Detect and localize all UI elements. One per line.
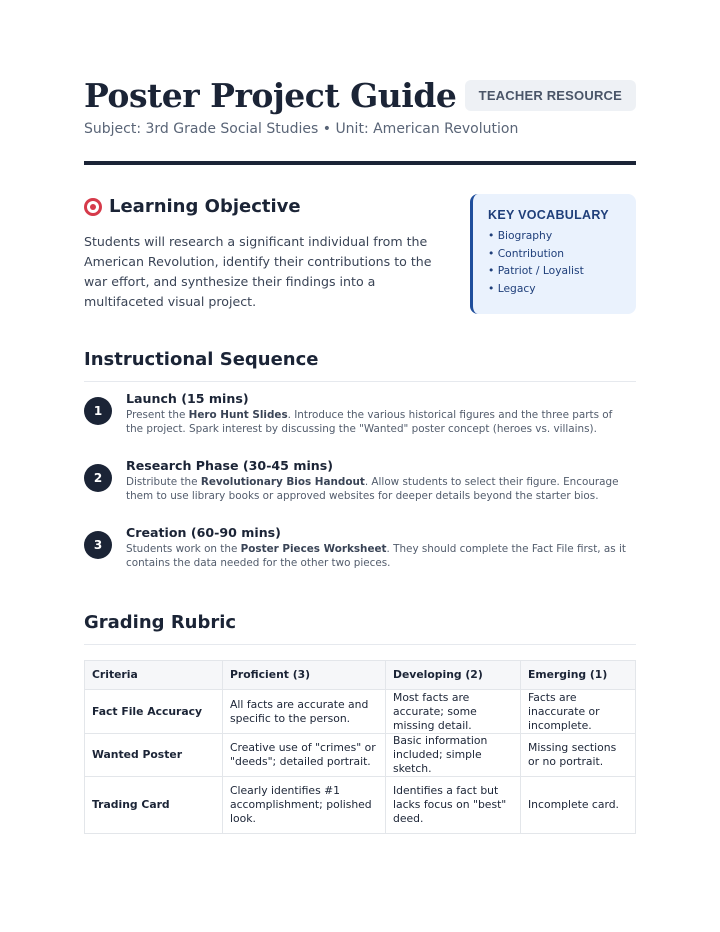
rubric-divider [84,644,636,645]
table-row [85,690,636,734]
vocabulary-item: • Biography [488,229,553,242]
key-vocabulary-box [470,194,636,314]
material-name: Poster Pieces Worksheet [240,543,387,555]
vocabulary-item: • Patriot / Loyalist [488,264,584,277]
criteria-cell: Fact File Accuracy [85,690,223,734]
step-description: Distribute the Revolutionary Bios Handout. Allow students to select their figure. Encourage them to use library books or approved websites for deeper details beyond the starter bios. [126,476,619,502]
criteria-cell: Trading Card [85,777,223,834]
resource-badge: TEACHER RESOURCE [465,80,636,111]
vocabulary-title: KEY VOCABULARY [488,208,609,222]
step-number: 3 [84,531,112,559]
column-header: Criteria [85,661,223,690]
step-title: Research Phase (30-45 mins) [126,458,333,473]
vocabulary-item: • Legacy [488,281,536,295]
table-cell: Basic information included; simple sketch. [386,734,521,777]
table-cell: Creative use of "crimes" or "deeds"; detailed portrait. [223,734,386,777]
column-header: Developing (2) [386,661,521,690]
table-row [85,777,636,834]
page-subtitle: Subject: 3rd Grade Social Studies • Unit: American Revolution [84,121,519,137]
objective-text: Students will research a significant individual from the American Revolution, identify their contributions to the war effort, and synthesize their findings into a multifaceted visual project. [84,234,432,309]
sequence-title: Instructional Sequence [84,349,319,370]
material-name: Hero Hunt Slides [188,409,288,421]
vocabulary-item: • Contribution [488,246,565,260]
table-cell: Missing sections or no portrait. [521,734,636,777]
table-cell: Most facts are accurate; some missing detail. [386,690,521,734]
sequence-divider [84,381,636,382]
grading-rubric-table [84,660,636,834]
step-description: Present the Hero Hunt Slides. Introduce the various historical figures and the three parts of the project. Spark interest by discussing the "Wanted" poster concept (heroes vs. villains). [126,409,613,435]
table-cell: Identifies a fact but lacks focus on "best" deed. [386,777,521,834]
rubric-title: Grading Rubric [84,612,237,633]
table-cell: Facts are inaccurate or incomplete. [521,690,636,734]
table-cell: All facts are accurate and specific to the person. [223,690,386,734]
column-header: Proficient (3) [223,661,386,690]
table-cell: Clearly identifies #1 accomplishment; polished look. [223,777,386,834]
step-title: Launch (15 mins) [126,391,249,406]
column-header: Emerging (1) [521,661,636,690]
step-number: 1 [84,397,112,425]
table-cell: Incomplete card. [521,777,636,834]
target-icon [84,198,102,216]
objective-heading [84,196,301,217]
table-row [85,734,636,777]
table-header-row [85,661,636,690]
material-name: Revolutionary Bios Handout [200,476,365,488]
page-title: Poster Project Guide [84,76,457,115]
header-divider [84,161,636,165]
step-description: Students work on the Poster Pieces Worksheet. They should complete the Fact File first, as it contains the data needed for the other two pieces. [126,543,626,569]
objective-title: Learning Objective [109,196,301,217]
step-number: 2 [84,464,112,492]
criteria-cell: Wanted Poster [85,734,223,777]
step-title: Creation (60-90 mins) [126,525,281,540]
